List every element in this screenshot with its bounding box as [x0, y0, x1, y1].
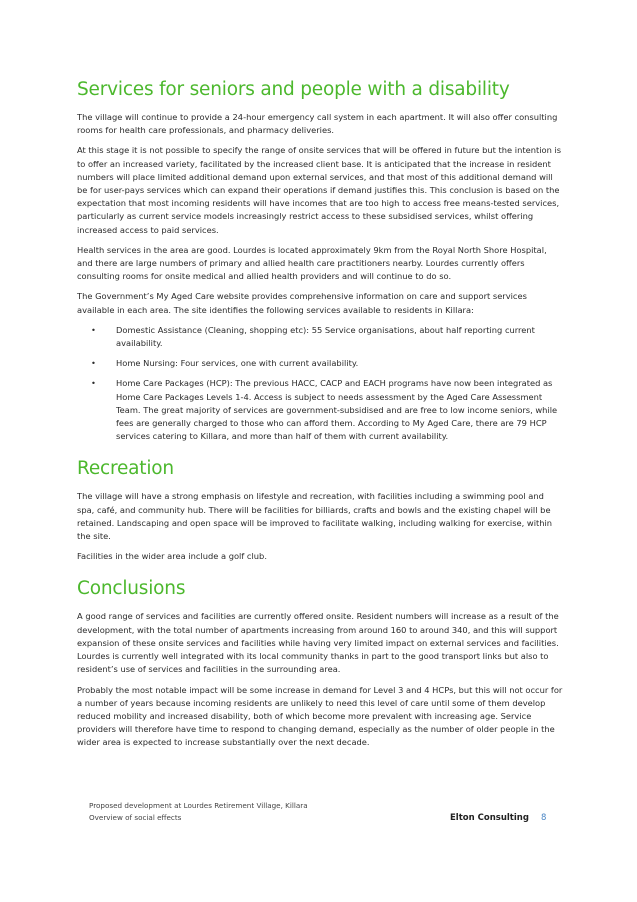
list-item	[77, 324, 563, 350]
bullet-icon: •	[91, 358, 96, 369]
conclusions-paragraph-2: Probably the most notable impact will be some increase in demand for Level 3 and 4 HCPs, but this will not occur for a number of years because incoming residents are unlikely to need this level of care until some of them develop reduced mobility and increased disability, both of which become more prevalent with increasing age. Service providers will therefore have time to respond to changing demand, especially as the number of older people in the wider area is expected to increase substantially over the next decade.	[77, 684, 563, 748]
conclusions-paragraph-1: A good range of services and facilities are currently offered onsite. Resident numbers will increase as a result of the development, with the total number of apartments increasing from around 160 to around 340, and this will support expansion of these onsite services and facilities while having very limited impact on external services and facilities. Lourdes is currently well integrated with its local community thanks in part to the good transport links but also to resident’s use of services and facilities in the surrounding area.	[77, 611, 559, 675]
footer-brand: Elton Consulting	[450, 813, 529, 823]
bullet-icon: •	[91, 324, 96, 335]
recreation-paragraph-2: Facilities in the wider area include a golf club.	[77, 551, 267, 562]
list-item-text: Domestic Assistance (Cleaning, shopping etc): 55 Service organisations, about half reporting current availability.	[116, 324, 535, 349]
services-paragraph-2: At this stage it is not possible to specify the range of onsite services that will be offered in future but the intention is to offer an increased variety, facilitated by the increased client base. It is anticipated that the increase in resident numbers will place limited additional demand upon external services, and that most of this additional demand will be for user-pays services which can expand their operations if demand justifies this. This conclusion is based on the expectation that most incoming residents will have incomes that are too high to access free means-tested services, particularly as current service models increasingly restrict access to these subsidised services, whilst offering increased access to paid services.	[77, 145, 562, 235]
page-content	[77, 78, 563, 757]
heading-recreation: Recreation	[77, 458, 174, 480]
footer-line-2: Overview of social effects	[89, 813, 182, 822]
services-list	[77, 324, 563, 444]
list-item-text: Home Care Packages (HCP): The previous HACC, CACP and EACH programs have now been integrated as Home Care Packages Levels 1-4. Access is subject to needs assessment by the Aged Care Assessment Team. The great majority of services are government-subsidised and are free to low income seniors, while fees are generally charged to those who can afford them. According to My Aged Care, there are 79 HCP services catering to Killara, and more than half of them with current availability.	[116, 378, 558, 442]
footer-line-1: Proposed development at Lourdes Retirement Village, Killara	[89, 801, 308, 810]
footer-document-info	[89, 800, 308, 824]
heading-services: Services for seniors and people with a disability	[77, 79, 510, 100]
services-paragraph-1: The village will continue to provide a 24-hour emergency call system in each apartment. It will also offer consulting rooms for health care professionals, and pharmacy deliveries.	[77, 112, 558, 136]
page-number: 8	[541, 813, 547, 823]
list-item	[77, 357, 563, 370]
list-item	[77, 377, 563, 443]
bullet-icon: •	[91, 378, 96, 389]
list-item-text: Home Nursing: Four services, one with current availability.	[116, 358, 359, 369]
services-paragraph-4: The Government’s My Aged Care website provides comprehensive information on care and support services available in each area. The site identifies the following services available to residents in Killara:	[77, 291, 527, 315]
heading-conclusions: Conclusions	[77, 578, 186, 600]
services-paragraph-3: Health services in the area are good. Lourdes is located approximately 9km from the Royal North Shore Hospital, and there are large numbers of primary and allied health care practitioners nearby. Lourdes currently offers consulting rooms for onsite medical and allied health providers and will continue to do so.	[77, 244, 547, 282]
recreation-paragraph-1: The village will have a strong emphasis on lifestyle and recreation, with facilities including a swimming pool and spa, café, and community hub. There will be facilities for billiards, crafts and bowls and the existing chapel will be retained. Landscaping and open space will be improved to facilitate walking, including walking for exercise, within the site.	[77, 491, 553, 542]
